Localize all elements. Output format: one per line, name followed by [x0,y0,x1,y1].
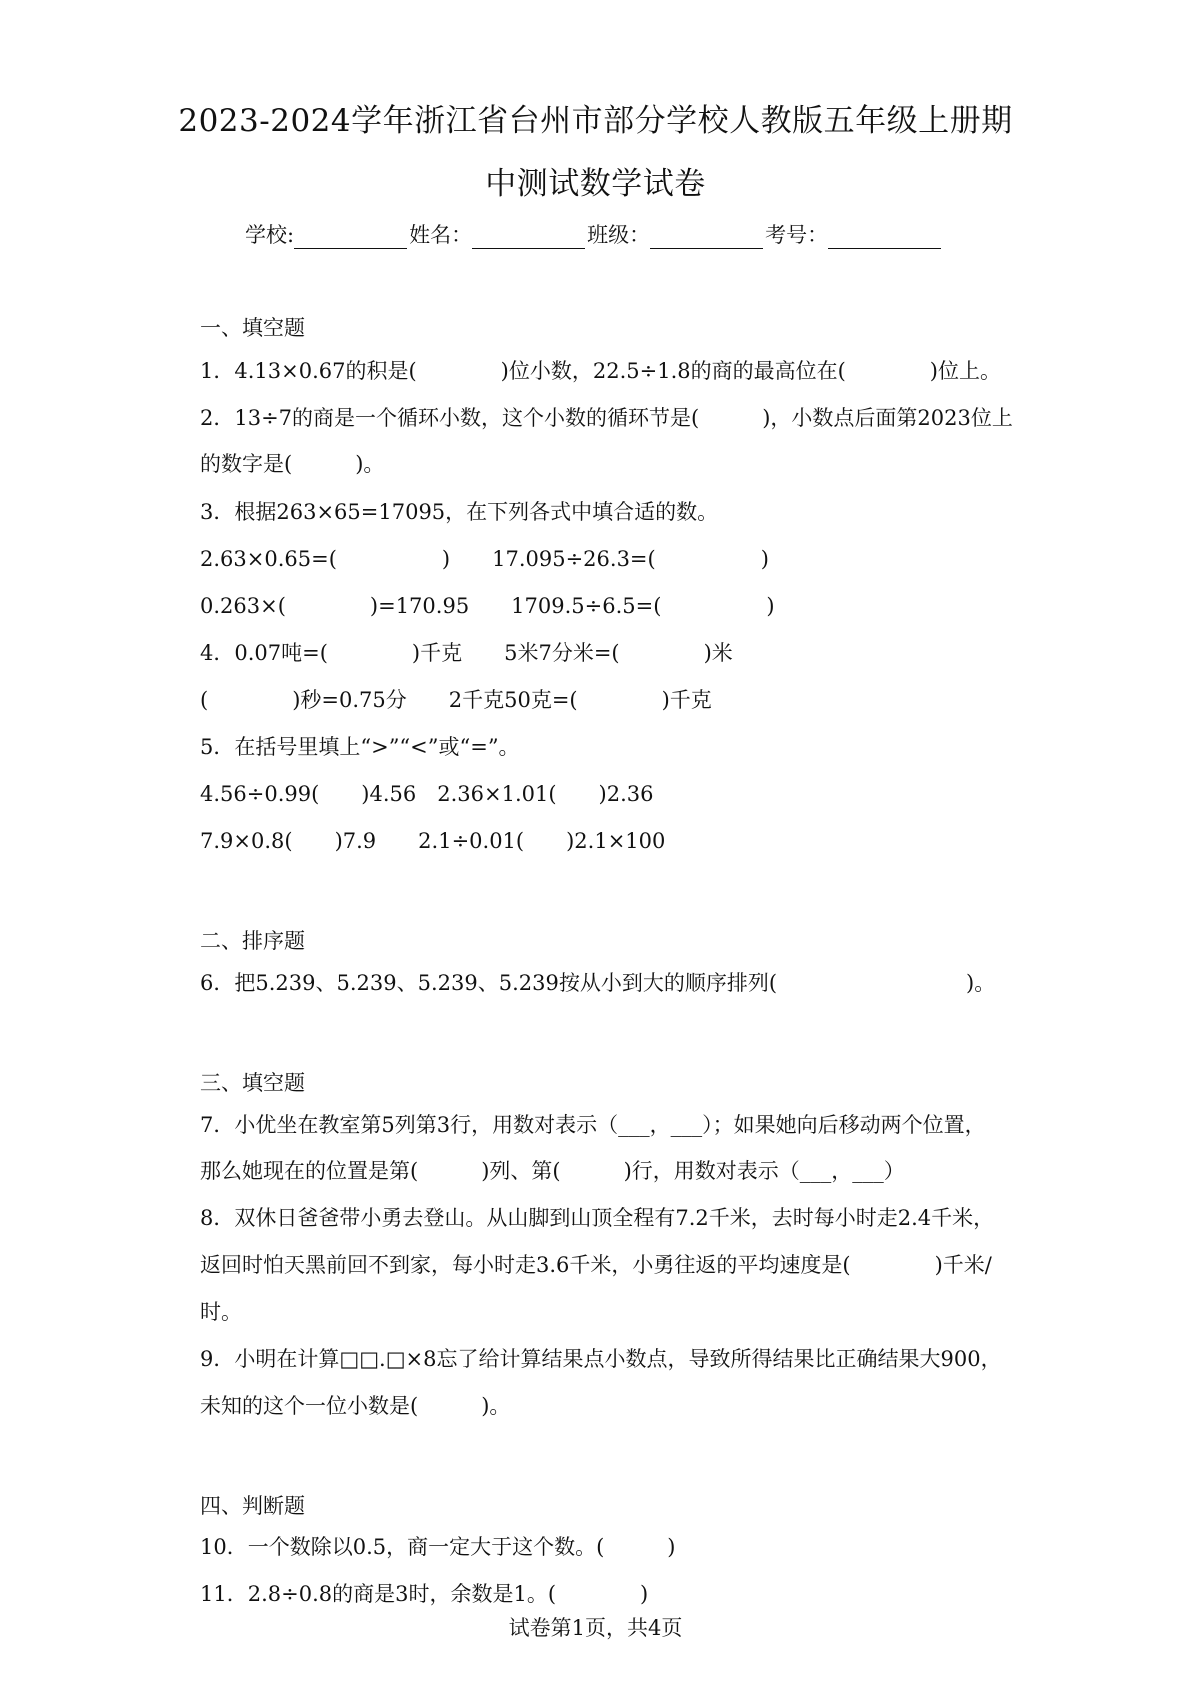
school-blank[interactable] [294,226,407,249]
question-3-row-2: 0.263×( )=170.95 1709.5÷6.5=( ) [200,594,775,618]
question-2-line-1: 2．13÷7的商是一个循环小数，这个小数的循环节是( )，小数点后面第2023位上 [200,406,1013,430]
student-info-row [245,219,943,249]
exam-number-blank[interactable] [828,226,941,249]
question-5-row-2: 7.9×0.8( )7.9 2.1÷0.01( )2.1×100 [200,829,666,853]
question-8-line-1: 8．双休日爸爸带小勇去登山。从山脚到山顶全程有7.2千米，去时每小时走2.4千米， [200,1206,995,1230]
question-5-row-1: 4.56÷0.99( )4.56 2.36×1.01( )2.36 [200,782,654,806]
exam-number-label: 考号： [765,223,829,247]
question-8-line-2: 返回时怕天黑前回不到家，每小时走3.6千米，小勇往返的平均速度是( )千米/ [200,1253,992,1277]
question-1: 1．4.13×0.67的积是( )位小数，22.5÷1.8的商的最高位在( )位上。 [200,359,1001,383]
school-label: 学校: [245,223,295,247]
section-heading-true-false: 四、判断题 [200,1494,305,1518]
section-heading-fill-blank-1: 一、填空题 [200,316,305,340]
section-heading-fill-blank-2: 三、填空题 [200,1071,305,1095]
question-11: 11．2.8÷0.8的商是3时，余数是1。( ) [200,1582,649,1606]
name-label: 姓名： [409,223,473,247]
question-9-line-2: 未知的这个一位小数是( )。 [200,1394,511,1418]
name-blank[interactable] [472,226,585,249]
question-7-line-2: 那么她现在的位置是第( )列、第( )行，用数对表示（___，___） [200,1159,905,1183]
exam-title-line-1: 2023-2024学年浙江省台州市部分学校人教版五年级上册期 [178,103,1013,139]
question-6: 6．把5.239、5.239、5.239、5.239按从小到大的顺序排列( )。 [200,971,996,995]
class-label: 班级： [587,223,651,247]
question-5: 5．在括号里填上“>”“<”或“=”。 [200,735,520,759]
exam-title-line-2: 中测试数学试卷 [485,166,706,202]
question-7-line-1: 7．小优坐在教室第5列第3行，用数对表示（___，___）；如果她向后移动两个位置， [200,1113,986,1137]
question-2-line-2: 的数字是( )。 [200,452,385,476]
page-footer: 试卷第1页，共4页 [508,1616,683,1640]
section-heading-sorting: 二、排序题 [200,929,305,953]
question-10: 10．一个数除以0.5，商一定大于这个数。( ) [200,1535,676,1559]
question-9-line-1: 9．小明在计算□□.□×8忘了给计算结果点小数点，导致所得结果比正确结果大900， [200,1347,1002,1371]
question-3-row-1: 2.63×0.65=( ) 17.095÷26.3=( ) [200,547,769,571]
question-8-line-3: 时。 [200,1300,242,1324]
class-blank[interactable] [650,226,763,249]
question-4-row-1: 4．0.07吨=( )千克 5米7分米=( )米 [200,641,733,665]
question-3: 3．根据263×65=17095，在下列各式中填合适的数。 [200,500,719,524]
question-4-row-2: ( )秒=0.75分 2千克50克=( )千克 [200,688,712,712]
